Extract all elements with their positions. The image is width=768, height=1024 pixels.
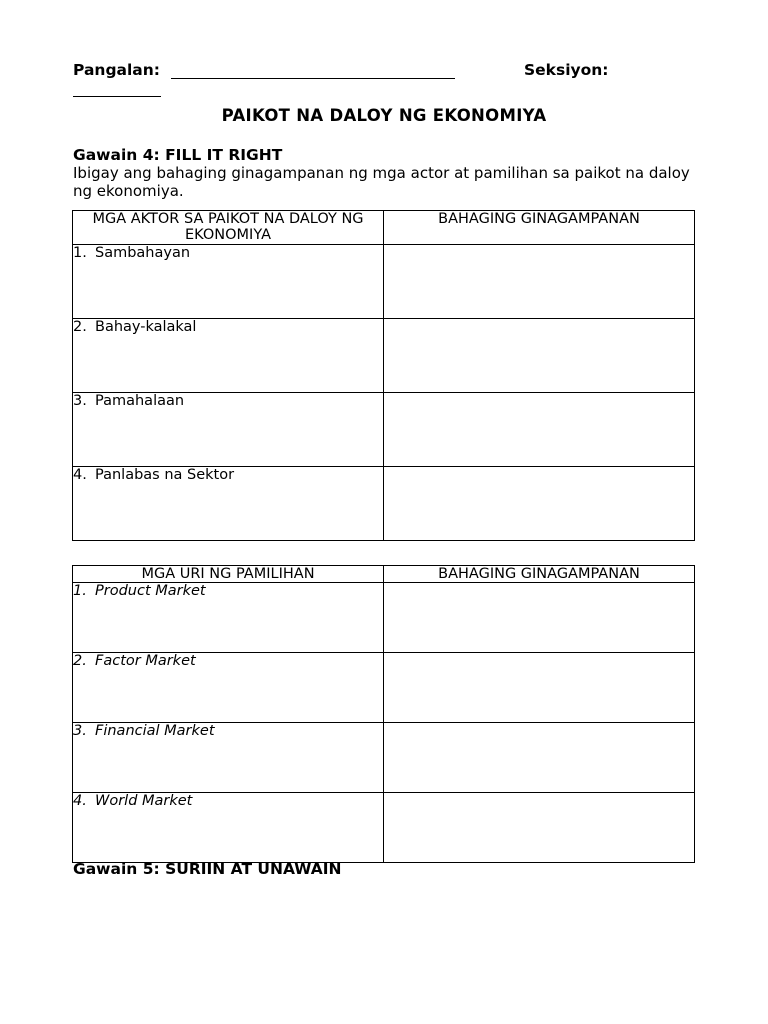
- item-number: 1.: [73, 245, 87, 261]
- actors-column-header: MGA AKTOR SA PAIKOT NA DALOY NG EKONOMIYA: [73, 211, 384, 245]
- table-row: [73, 319, 695, 393]
- actor-cell: [73, 467, 384, 541]
- actor-cell: [73, 245, 384, 319]
- answer-cell[interactable]: [384, 467, 695, 541]
- market-label: World Market: [95, 793, 193, 809]
- table-row: [73, 467, 695, 541]
- table-row: [73, 793, 695, 863]
- role-column-header: BAHAGING GINAGAMPANAN: [384, 566, 695, 583]
- actors-table-header: [73, 211, 695, 245]
- table-row: [73, 723, 695, 793]
- item-number: 4.: [73, 793, 87, 809]
- item-number: 3.: [73, 393, 87, 409]
- market-cell: [73, 653, 384, 723]
- section-label: Seksiyon:: [524, 61, 609, 79]
- actor-label: Pamahalaan: [95, 393, 185, 409]
- actor-cell: [73, 319, 384, 393]
- actor-label: Bahay-kalakal: [95, 319, 197, 335]
- actor-cell: [73, 393, 384, 467]
- item-number: 3.: [73, 723, 87, 739]
- market-label: Financial Market: [95, 723, 215, 739]
- market-cell: [73, 793, 384, 863]
- answer-cell[interactable]: [384, 245, 695, 319]
- answer-cell[interactable]: [384, 793, 695, 863]
- answer-cell[interactable]: [384, 393, 695, 467]
- activity-4-heading: Gawain 4: FILL IT RIGHT: [73, 146, 283, 164]
- market-cell: [73, 723, 384, 793]
- answer-cell[interactable]: [384, 583, 695, 653]
- answer-cell[interactable]: [384, 319, 695, 393]
- section-blank-line[interactable]: [73, 96, 161, 97]
- name-label: Pangalan:: [73, 61, 160, 79]
- market-label: Factor Market: [95, 653, 196, 669]
- actor-label: Sambahayan: [95, 245, 191, 261]
- role-column-header: BAHAGING GINAGAMPANAN: [384, 211, 695, 245]
- market-label: Product Market: [95, 583, 206, 599]
- markets-column-header: MGA URI NG PAMILIHAN: [73, 566, 384, 583]
- actors-table: [72, 210, 695, 541]
- table-row: [73, 583, 695, 653]
- item-number: 2.: [73, 319, 87, 335]
- student-info-line: [73, 61, 713, 83]
- activity-5-heading: Gawain 5: SURIIN AT UNAWAIN: [73, 860, 342, 878]
- activity-4-instruction: Ibigay ang bahaging ginagampanan ng mga actor at pamilihan sa paikot na daloy ng ekonomiya.: [73, 164, 690, 200]
- page-title: PAIKOT NA DALOY NG EKONOMIYA: [221, 106, 547, 125]
- item-number: 4.: [73, 467, 87, 483]
- market-cell: [73, 583, 384, 653]
- markets-table: [72, 565, 695, 863]
- actor-label: Panlabas na Sektor: [95, 467, 235, 483]
- table-row: [73, 393, 695, 467]
- name-blank-line[interactable]: [171, 78, 455, 79]
- markets-table-header: [73, 566, 695, 583]
- table-row: [73, 653, 695, 723]
- answer-cell[interactable]: [384, 653, 695, 723]
- item-number: 1.: [73, 583, 87, 599]
- item-number: 2.: [73, 653, 87, 669]
- answer-cell[interactable]: [384, 723, 695, 793]
- table-row: [73, 245, 695, 319]
